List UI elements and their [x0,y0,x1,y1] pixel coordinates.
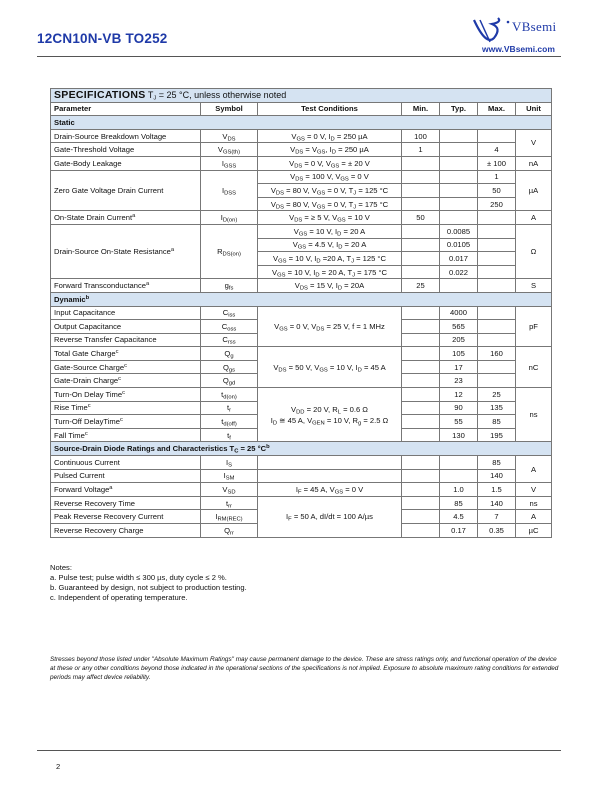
table-title: SPECIFICATIONS [54,88,146,101]
table-row: Drain-Source Breakdown Voltage $V_{DS}$ $V_{GS} = 0$ V, $I_D = 250$ µA 100 V [51,129,552,143]
table-row: Gate-Body Leakage $I_{GSS}$ $V_{DS} = 0$ V, $V_{GS}$ = ± 20 V ± 100 nA [51,156,552,170]
table-row: Continuous Current $I_S$ 85 A [51,456,552,470]
note-a: a. Pulse test; pulse width ≤ 300 µs, duty cycle ≤ 2 %. [50,573,227,582]
note-b: b. Guaranteed by design, not subject to production testing. [50,583,247,592]
table-title-condition: = 25 °C, unless otherwise noted [158,89,287,100]
table-row: Reverse Transfer Capacitance $C_{rss}$ 205 [51,333,552,347]
notes-block [50,563,247,603]
table-row: $V_{GS} = 10$ V, $I_D = 20$ A, $T_J = 175$ °C 0.022 [51,265,552,279]
table-row: On-State Drain Current$^a$ $I_{D(on)}$ $V_{DS}$ = ≥ 5 V, $V_{GS} = 10$ V 50 A [51,211,552,225]
footer-rule [37,750,561,751]
table-row: Rise Time$^c$ $t_r$ 90 135 [51,401,552,415]
table-row: Pulsed Current $I_{SM}$ 140 [51,469,552,483]
header-parameter: Parameter [51,102,201,116]
table-row: Reverse Recovery Time $t_{rr}$ $I_F = 50$ A, dI/dt = 100 A/µs 85 140 ns [51,496,552,510]
section-static: Static [51,116,552,130]
disclaimer-text: Stresses beyond those listed under "Absolute Maximum Ratings" may cause permanent damage to the device. These are stress ratings only, and functional operation of the device at these or any other conditions beyond those indicated in the operational sections of the specifications is not implied. Exposure to absolute maximum rating conditions for extended periods may affect device reliability. [50,656,559,681]
table-header-row [51,102,552,116]
table-row: $V_{DS} = 80$ V, $V_{GS} = 0$ V, $T_J = 175$ °C 250 [51,197,552,211]
table-row: Gate-Threshold Voltage $V_{GS(th)}$ $V_{DS} = V_{GS}$, $I_D = 250$ µA 1 4 [51,143,552,157]
vbsemi-logo [468,16,568,60]
table-title-row: SPECIFICATIONS $T_J = 25$ °C, unless otherwise noted [51,89,552,103]
table-row: Input Capacitance $C_{iss}$ $V_{GS} = 0$ V, $V_{DS} = 25$ V, f = 1 MHz 4000 pF [51,306,552,320]
section-dynamic: Dynamic$^b$ [51,292,552,306]
table-row: Reverse Recovery Charge $Q_{rr}$ 0.17 0.35 µC [51,524,552,538]
table-row: $V_{GS} = 4.5$ V, $I_D = 20$ A 0.0105 [51,238,552,252]
table-row: Peak Reverse Recovery Current $I_{RM(REC)}$ 4.5 7 A [51,510,552,524]
table-row: $V_{DS} = 80$ V, $V_{GS} = 0$ V, $T_J = 125$ °C 50 [51,184,552,198]
brand-name: VBsemi [512,19,557,34]
table-row: Total Gate Charge$^c$ $Q_g$ $V_{DS} = 50$ V, $V_{GS} = 10$ V, $I_D = 45$ A 105 160 nC [51,347,552,361]
table-row: Turn-Off DelayTime$^c$ $t_{d(off)}$ 55 85 [51,415,552,429]
specifications-table [50,88,552,538]
part-number-title: 12CN10N-VB TO252 [37,31,168,46]
section-diode: Source-Drain Diode Ratings and Characteristics $T_C = 25$ $^\circ C^b$ [51,442,552,456]
brand-url[interactable]: www.VBsemi.com [482,44,555,54]
table-row: Forward Voltage$^a$ $V_{SD}$ $I_F = 45$ A, $V_{GS} = 0$ V 1.0 1.5 V [51,483,552,497]
header-rule [37,56,561,57]
table-row: Output Capacitance $C_{oss}$ 565 [51,320,552,334]
table-row: Zero Gate Voltage Drain Current $I_{DSS}$ $V_{DS} = 100$ V, $V_{GS} = 0$ V 1 µA [51,170,552,184]
header-max: Max. [478,102,516,116]
table-row: $V_{GS} = 10$ V, $I_D =20$ A, $T_J = 125$ °C 0.017 [51,252,552,266]
logo-mark-icon [468,16,516,46]
header-min: Min. [402,102,440,116]
table-row: Forward Transconductance$^a$ $g_{fs}$ $V_{DS} = 15$ V, $I_D = 20A$ 25 S [51,279,552,293]
table-row: Turn-On Delay Time$^c$ $t_{d(on)}$ $V_{DD} = 20$ V, $R_L = 0.6$ Ω $I_D$ ≅ 45 A, $V_{GEN} = 10$ V, $R_g = 2.5$ Ω 12 25 ns [51,388,552,402]
header-conditions: Test Conditions [258,102,402,116]
notes-heading: Notes: [50,563,72,572]
header-symbol: Symbol [201,102,258,116]
note-c: c. Independent of operating temperature. [50,593,188,602]
header-typ: Typ. [440,102,478,116]
table-row: Gate-Source Charge$^c$ $Q_{gs}$ 17 [51,360,552,374]
header-unit: Unit [516,102,552,116]
table-row: Drain-Source On-State Resistance$^a$ $R_{DS(on)}$ $V_{GS} = 10$ V, $I_D = 20$ A 0.0085 Ω [51,224,552,238]
table-row: Fall Time$^c$ $t_f$ 130 195 [51,428,552,442]
page-number: 2 [56,762,61,771]
table-row: Gate-Drain Charge$^c$ $Q_{gd}$ 23 [51,374,552,388]
